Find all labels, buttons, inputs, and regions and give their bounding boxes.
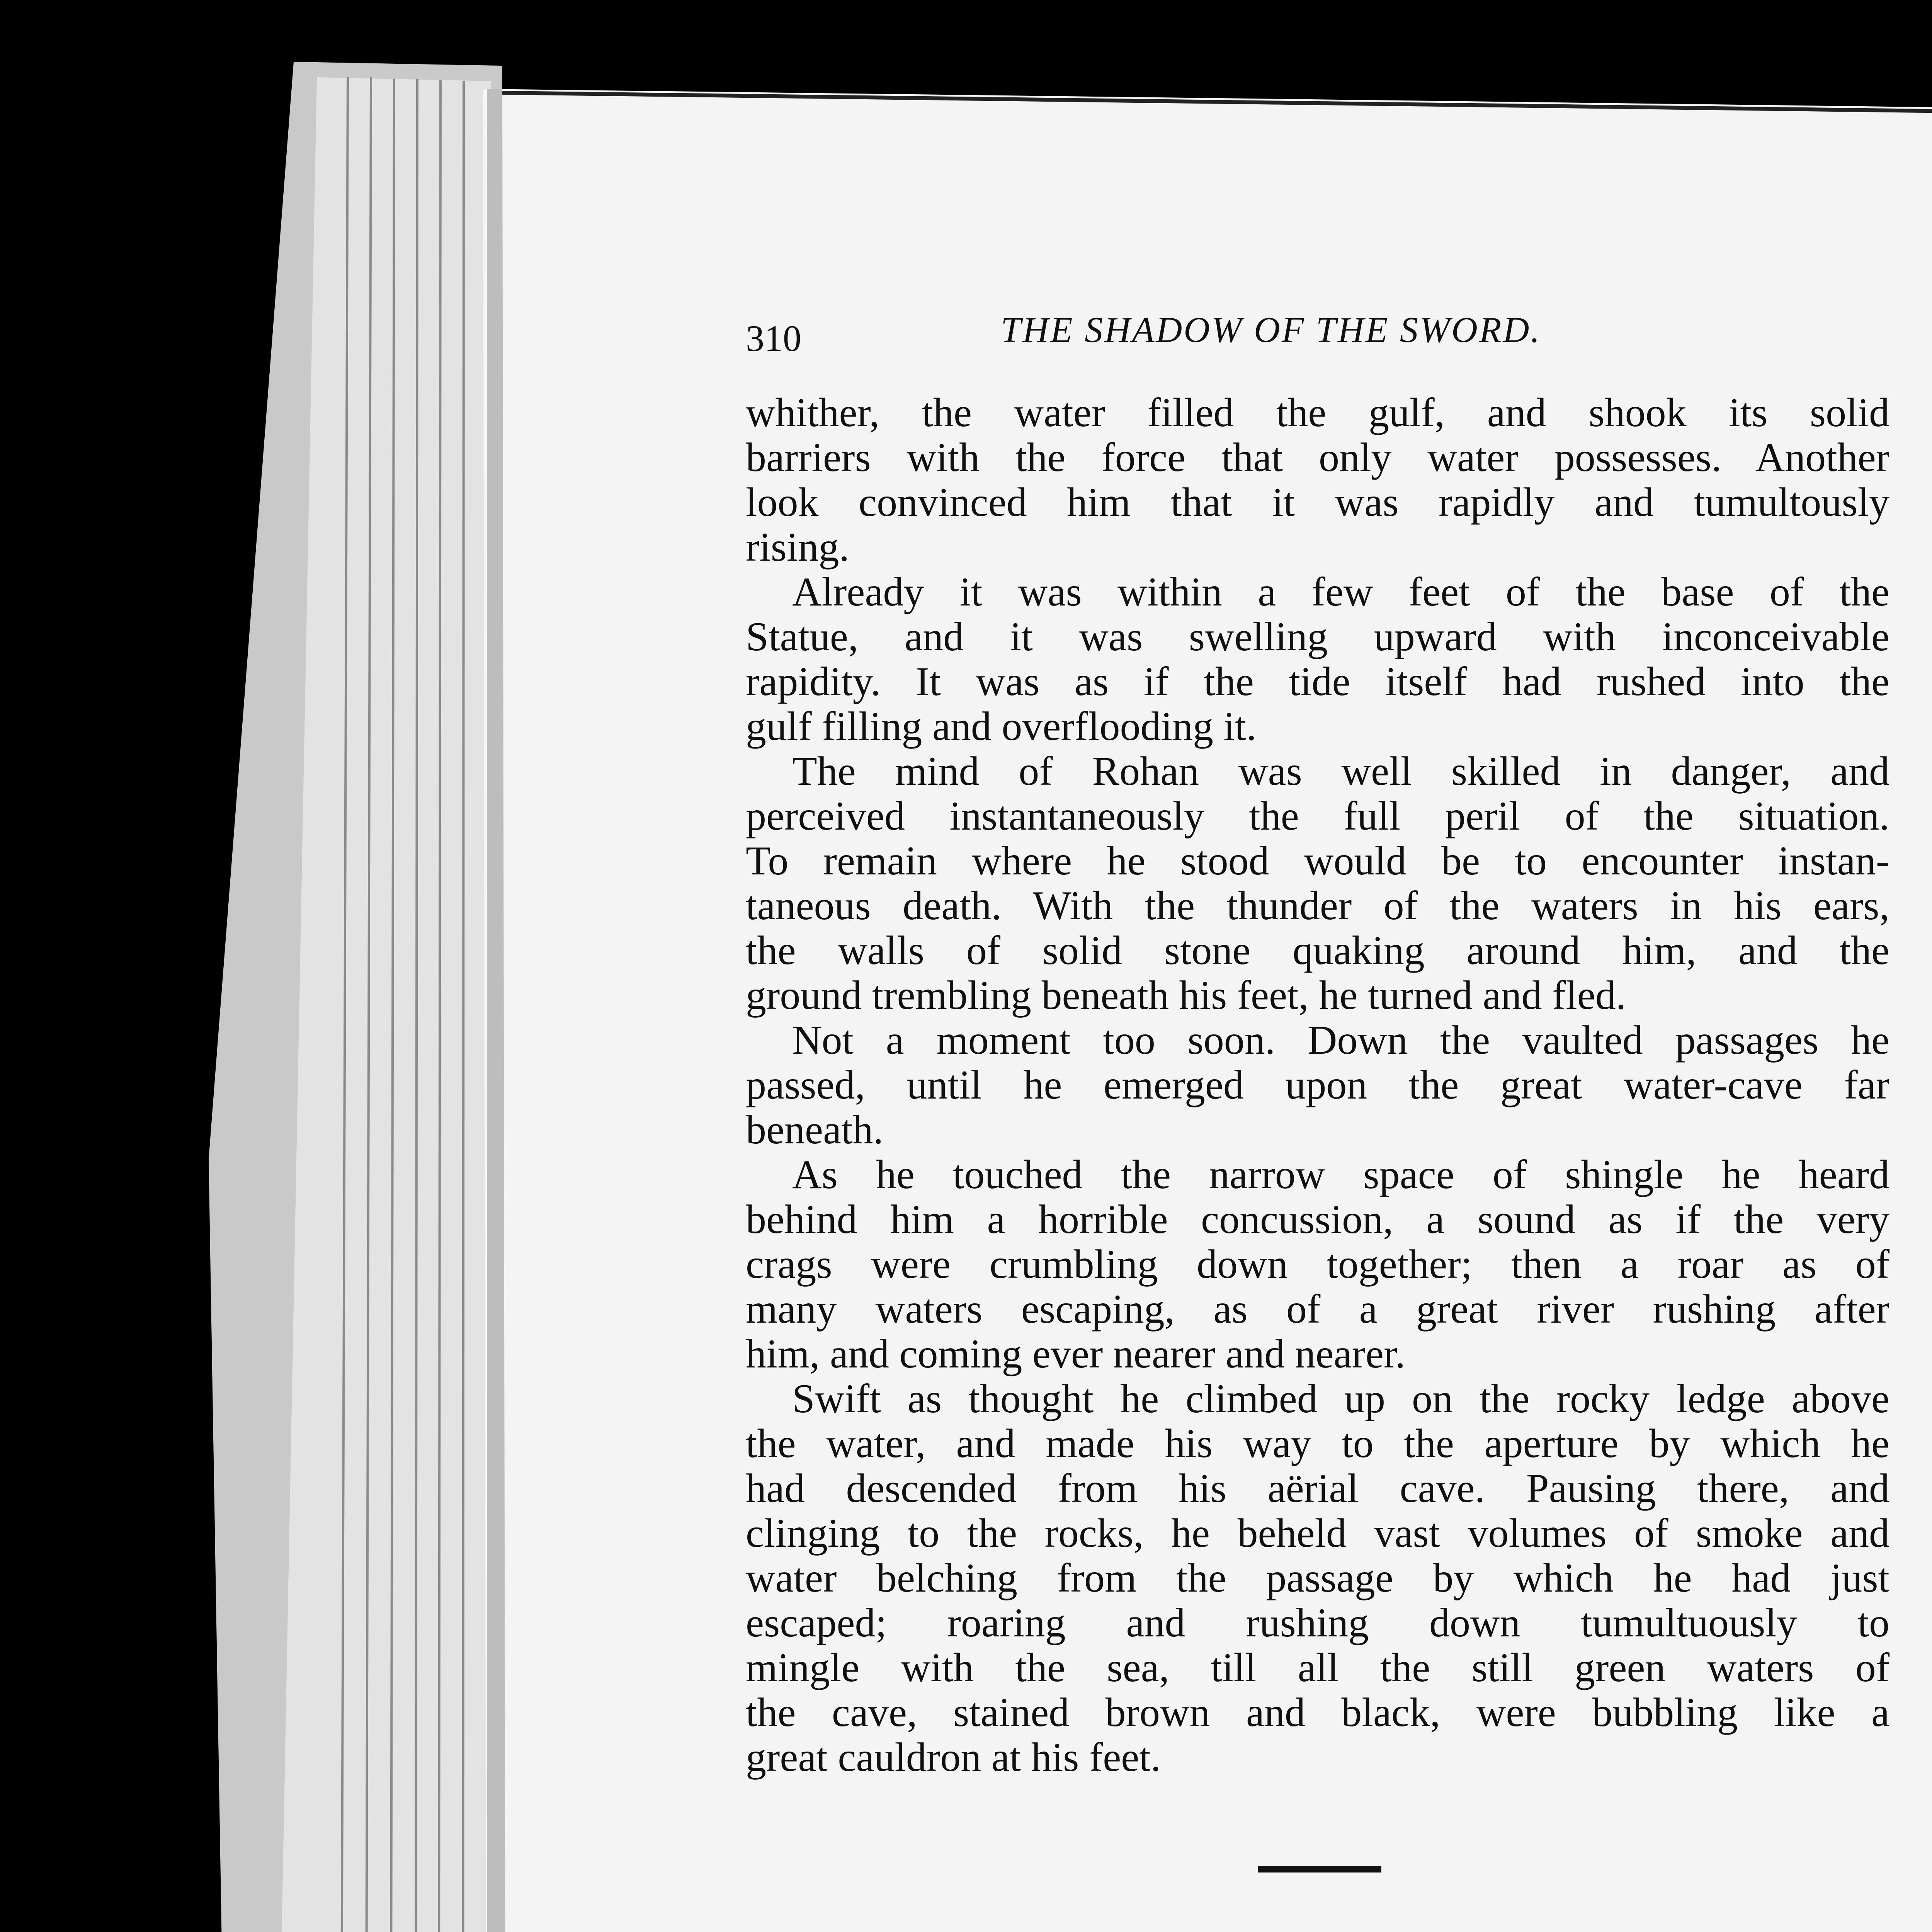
text-line: Swift as thought he climbed up on the rocky ledge above <box>792 1376 1889 1421</box>
running-header <box>746 309 1889 367</box>
text-line: had descended from his aërial cave. Pausing there, and <box>746 1466 1889 1511</box>
section-divider <box>1258 1866 1381 1872</box>
text-line: Statue, and it was swelling upward with inconceivable <box>746 614 1889 659</box>
text-line: clinging to the rocks, he beheld vast volumes of smoke and <box>746 1510 1889 1556</box>
text-line: rising. <box>746 524 849 570</box>
text-line: barriers with the force that only water possesses. Another <box>746 435 1889 480</box>
text-line: behind him a horrible concussion, a sound as if the very <box>746 1197 1889 1242</box>
text-line: the walls of solid stone quaking around him, and the <box>746 928 1889 973</box>
text-line: the cave, stained brown and black, were bubbling like a <box>746 1690 1889 1735</box>
text-line: look convinced him that it was rapidly and tumultously <box>746 480 1889 525</box>
text-line: ground trembling beneath his feet, he turned and fled. <box>746 973 1626 1018</box>
page-content <box>746 294 1889 1932</box>
text-line: rapidity. It was as if the tide itself had rushed into the <box>746 659 1889 704</box>
text-line: many waters escaping, as of a great river rushing after <box>746 1286 1889 1332</box>
text-line: the water, and made his way to the aperture by which he <box>746 1421 1889 1466</box>
running-title: THE SHADOW OF THE SWORD. <box>1001 310 1541 350</box>
page-number: 310 <box>746 318 801 359</box>
text-line: gulf filling and overflooding it. <box>746 704 1257 749</box>
text-line: crags were crumbling down together; then a roar as of <box>746 1242 1889 1287</box>
text-line: perceived instantaneously the full peril of the situation. <box>746 793 1889 838</box>
text-line: Already it was within a few feet of the base of the <box>792 569 1889 614</box>
text-line: taneous death. With the thunder of the waters in his ears, <box>746 883 1889 928</box>
text-line: escaped; roaring and rushing down tumultuously to <box>746 1600 1889 1645</box>
text-line: mingle with the sea, till all the still green waters of <box>746 1645 1889 1690</box>
text-line: beneath. <box>746 1107 884 1152</box>
text-line: whither, the water filled the gulf, and shook its solid <box>746 390 1889 435</box>
text-line: As he touched the narrow space of shingle he heard <box>792 1152 1889 1197</box>
text-line: water belching from the passage by which he had just <box>746 1555 1889 1600</box>
text-line: The mind of Rohan was well skilled in danger, and <box>792 748 1889 794</box>
text-line: great cauldron at his feet. <box>746 1735 1161 1780</box>
text-line: him, and coming ever nearer and nearer. <box>746 1331 1405 1376</box>
text-line: To remain where he stood would be to encounter instan- <box>746 838 1889 883</box>
text-line: Not a moment too soon. Down the vaulted passages he <box>792 1017 1889 1063</box>
text-line: passed, until he emerged upon the great water-cave far <box>746 1062 1889 1107</box>
